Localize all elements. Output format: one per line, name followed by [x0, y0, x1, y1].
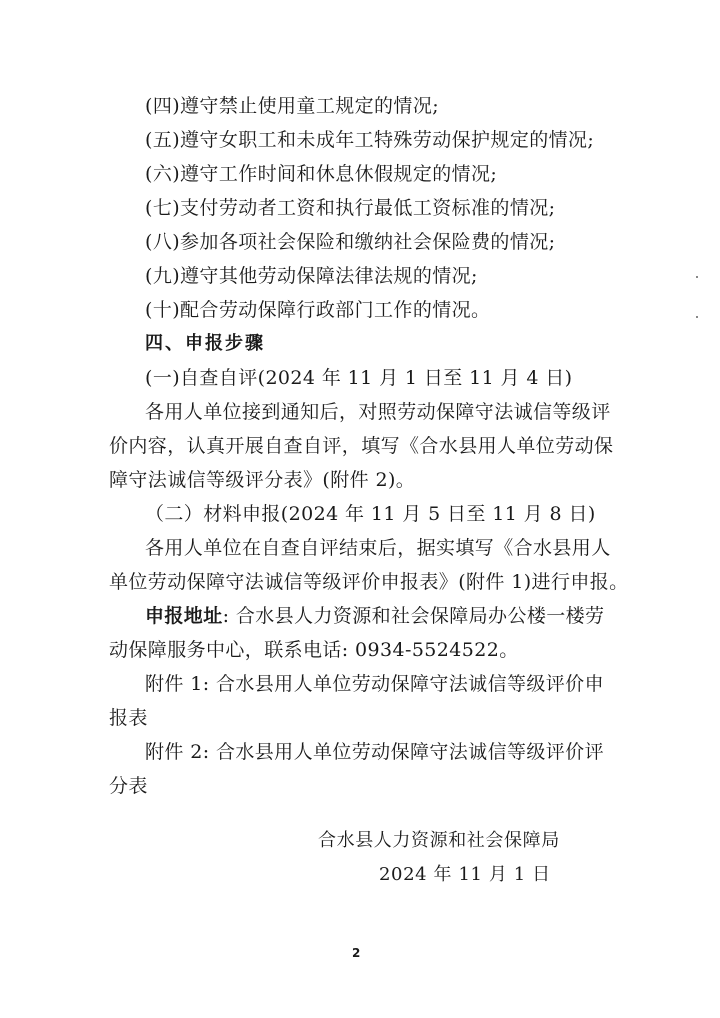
signature-org: 合水县人力资源和社会保障局: [318, 830, 560, 851]
page-number: 2: [352, 946, 361, 960]
step1-body-line: 障守法诚信等级评分表》(附件 2)。: [109, 469, 416, 491]
section-heading: 四、申报步骤: [145, 333, 265, 354]
scan-mark: [696, 276, 698, 278]
list-item: (五)遵守女职工和未成年工特殊劳动保护规定的情况;: [145, 129, 595, 151]
step2-body-line: 单位劳动保障守法诚信等级评价申报表》(附件 1)进行申报。: [109, 571, 629, 593]
step1-body-line: 价内容，认真开展自查自评，填写《合水县用人单位劳动保: [109, 435, 614, 457]
address-label: 申报地址: [145, 605, 223, 627]
attachment-line: 报表: [109, 707, 148, 729]
step1-title: (一)自查自评(2024 年 11 月 1 日至 11 月 4 日): [145, 367, 573, 389]
attachment-line: 附件 1: 合水县用人单位劳动保障守法诚信等级评价申: [145, 673, 604, 695]
address-line: [145, 604, 604, 628]
list-item: (四)遵守禁止使用童工规定的情况;: [145, 95, 440, 117]
step1-body-line: 各用人单位接到通知后，对照劳动保障守法诚信等级评: [145, 401, 611, 423]
attachment-line: 附件 2: 合水县用人单位劳动保障守法诚信等级评价评: [145, 741, 604, 763]
step2-body-line: 各用人单位在自查自评结束后，据实填写《合水县用人: [145, 537, 611, 559]
list-item: (十)配合劳动保障行政部门工作的情况。: [145, 299, 491, 321]
address-text: : 合水县人力资源和社会保障局办公楼一楼劳: [222, 605, 605, 627]
list-item: (七)支付劳动者工资和执行最低工资标准的情况;: [145, 197, 556, 219]
attachment-line: 分表: [109, 775, 148, 797]
step2-title: （二）材料申报(2024 年 11 月 5 日至 11 月 8 日): [145, 503, 596, 525]
address-line: 动保障服务中心，联系电话: 0934-5524522。: [109, 639, 519, 661]
list-item: (六)遵守工作时间和休息休假规定的情况;: [145, 163, 498, 185]
scan-mark: [696, 316, 698, 318]
signature-date: 2024 年 11 月 1 日: [379, 864, 551, 885]
list-item: (八)参加各项社会保险和缴纳社会保险费的情况;: [145, 231, 556, 253]
list-item: (九)遵守其他劳动保障法律法规的情况;: [145, 265, 478, 287]
